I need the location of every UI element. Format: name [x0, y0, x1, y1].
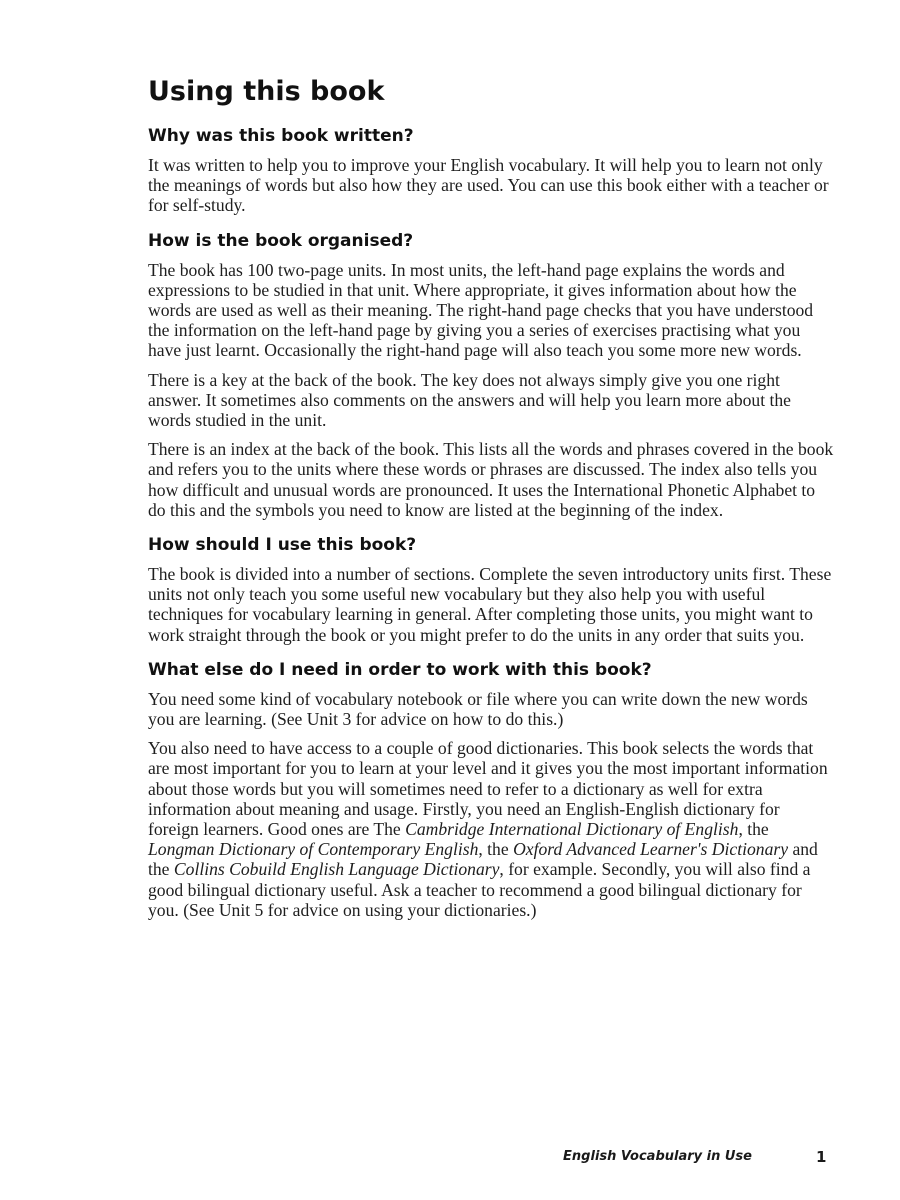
- paragraph: There is an index at the back of the book. This lists all the words and phrases covered in the book and refers you to the units where these words or phrases are discussed. The index also tells you how difficult and unusual words are pronounced. It uses the International Phonetic Alphabet to do this and the symbols you need to know are listed at the beginning of the index.: [148, 439, 834, 520]
- section-how-to-use: [148, 534, 834, 645]
- section-heading: Why was this book written?: [148, 126, 414, 146]
- section-why-written: [148, 125, 834, 216]
- page-content: [148, 76, 834, 929]
- page-footer: [0, 1148, 900, 1168]
- paragraph-text: and the: [148, 839, 818, 880]
- paragraph-text: , for example. Secondly, you will also find a good bilingual dictionary useful. Ask a teacher to recommend a good bilingual dictionary for you. (See Unit 5 for advice on using your dictionaries.): [148, 859, 811, 920]
- paragraph-text: , the: [738, 819, 769, 840]
- dictionary-title: Cambridge International Dictionary of English: [405, 819, 739, 840]
- section-organisation: [148, 230, 834, 520]
- page-number: 1: [816, 1148, 827, 1166]
- section-heading: How should I use this book?: [148, 535, 417, 556]
- paragraph-text: You also need to have access to a couple of good dictionaries. This book selects the words that are most important for you to learn at your level and it gives you the most important information about those words but you will sometimes need to refer to a dictionary as well for extra information about meaning and usage. Firstly, you need an English-English dictionary for foreign learners. Good ones are The: [148, 738, 828, 840]
- page-title: Using this book: [148, 76, 385, 107]
- dictionary-paragraph: [148, 738, 834, 920]
- paragraph: The book is divided into a number of sections. Complete the seven introductory units first. These units not only teach you some useful new vocabulary but they also help you with useful techniques for vocabulary learning in general. After completing those units, you might want to work straight through the book or you might prefer to do the units in any order that suits you.: [148, 564, 832, 645]
- paragraph: It was written to help you to improve your English vocabulary. It will help you to learn not only the meanings of words but also how they are used. You can use this book either with a teacher or for self-study.: [148, 155, 829, 216]
- paragraph: The book has 100 two-page units. In most units, the left-hand page explains the words and expressions to be studied in that unit. Where appropriate, it gives information about how the words are used as well as their meaning. The right-hand page checks that you have understood the information on the left-hand page by giving you a series of exercises practising what you have just learnt. Occasionally the right-hand page will also teach you some more new words.: [148, 259, 814, 361]
- dictionary-title: Longman Dictionary of Contemporary English: [148, 839, 479, 860]
- dictionary-title: Oxford Advanced Learner's Dictionary: [513, 839, 789, 860]
- paragraph-text: , the: [478, 839, 514, 860]
- paragraph: You need some kind of vocabulary notebook or file where you can write down the new words you are learning. (See Unit 3 for advice on how to do this.): [148, 688, 808, 730]
- section-heading: How is the book organised?: [148, 230, 414, 251]
- section-heading: What else do I need in order to work with this book?: [148, 659, 652, 680]
- footer-book-title: English Vocabulary in Use: [563, 1149, 752, 1164]
- section-what-else: [148, 659, 834, 920]
- dictionary-title: Collins Cobuild English Language Dictionary: [173, 859, 500, 880]
- paragraph: There is a key at the back of the book. The key does not always simply give you one right answer. It sometimes also comments on the answers and will help you learn more about the words studied in the unit.: [148, 369, 791, 431]
